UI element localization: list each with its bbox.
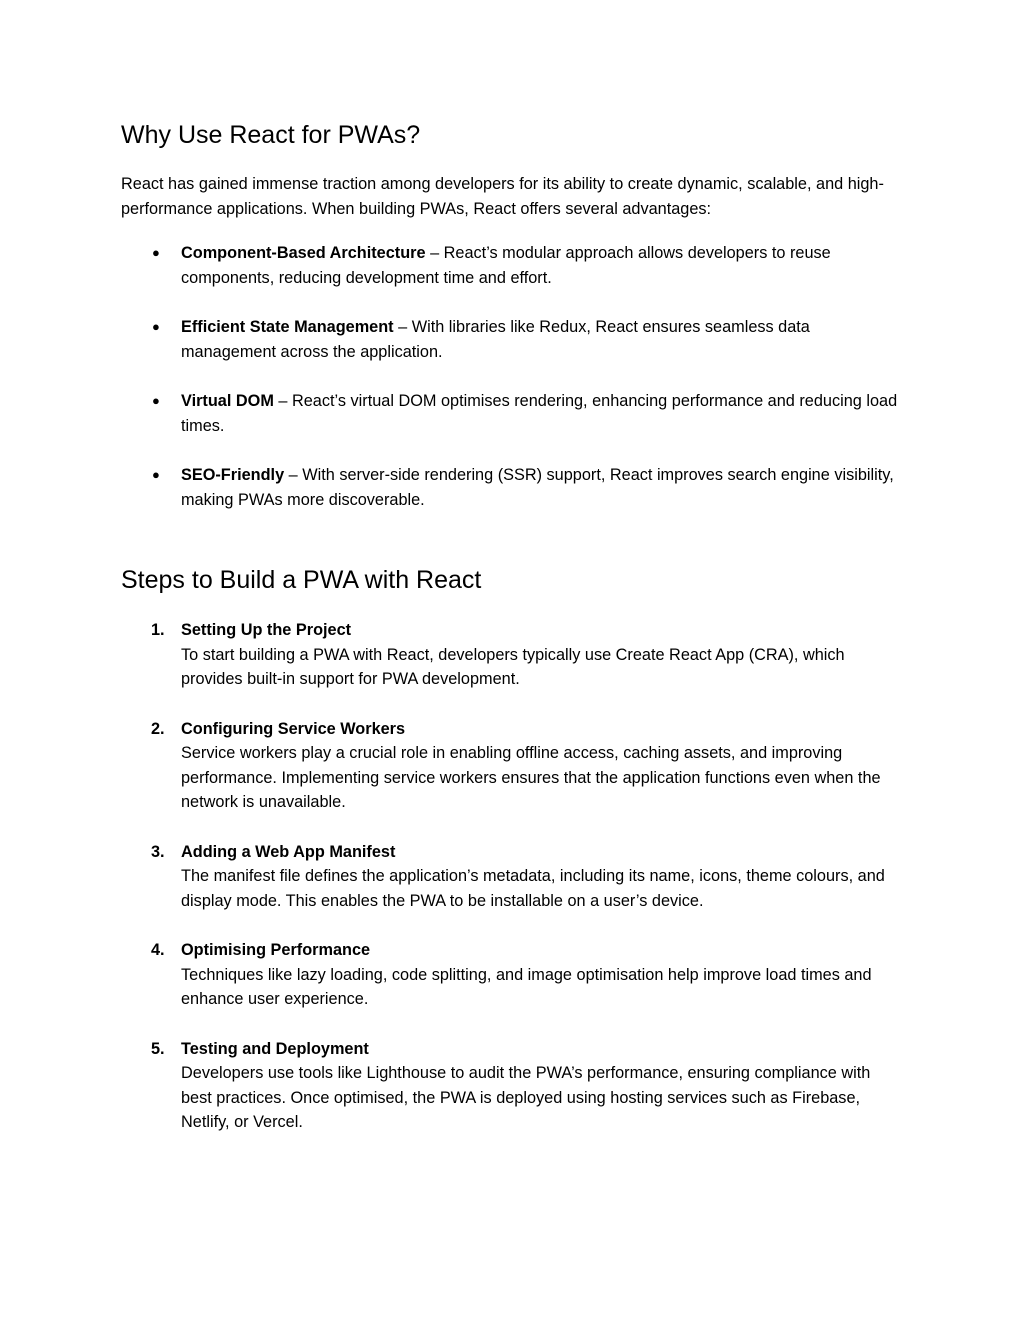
advantage-item — [121, 315, 901, 364]
advantage-text: – With server-side rendering (SSR) support, React improves search engine visibility, making PWAs more discoverable. — [181, 466, 894, 509]
advantage-text: – With libraries like Redux, React ensures seamless data management across the application. — [181, 318, 810, 361]
step-body: Techniques like lazy loading, code splitting, and image optimisation help improve load times and enhance user experience. — [181, 965, 872, 1008]
advantages-list — [121, 241, 901, 537]
step-body: The manifest file defines the application’s metadata, including its name, icons, theme colours, and display mode. This enables the PWA to be installable on a user’s device. — [181, 867, 885, 910]
step-number: 5. — [151, 1039, 165, 1058]
step-item — [121, 717, 901, 815]
step-body: Service workers play a crucial role in enabling offline access, caching assets, and improving performance. Implementing service workers ensures that the application functions even when the network is unavailable. — [181, 744, 881, 811]
step-title: Testing and Deployment — [181, 1039, 369, 1058]
bullet-icon: ● — [152, 467, 160, 482]
step-title: Optimising Performance — [181, 941, 371, 959]
steps-list — [121, 618, 901, 1160]
advantage-term: Virtual DOM — [181, 392, 274, 410]
step-item — [121, 1037, 901, 1135]
step-body: To start building a PWA with React, developers typically use Create React App (CRA), which provides built-in support for PWA development. — [181, 645, 845, 688]
section-heading-steps: Steps to Build a PWA with React — [121, 566, 482, 594]
advantage-item — [121, 241, 901, 290]
advantage-term: SEO-Friendly — [181, 466, 285, 484]
step-number: 2. — [151, 719, 165, 738]
step-title: Setting Up the Project — [181, 621, 352, 639]
section-heading-why-react: Why Use React for PWAs? — [121, 121, 421, 149]
advantage-term: Efficient State Management — [181, 318, 394, 336]
step-title: Configuring Service Workers — [181, 719, 406, 738]
advantage-text: – React’s modular approach allows developers to reuse components, reducing development time and effort. — [181, 244, 831, 287]
step-number: 1. — [151, 621, 165, 639]
advantage-text: – React’s virtual DOM optimises rendering, enhancing performance and reducing load times. — [181, 392, 898, 435]
advantage-item — [121, 389, 901, 438]
advantage-term: Component-Based Architecture — [181, 244, 426, 262]
advantage-item — [121, 463, 901, 512]
step-number: 4. — [151, 941, 165, 959]
bullet-icon: ● — [152, 319, 160, 334]
bullet-icon: ● — [152, 245, 160, 260]
step-body: Developers use tools like Lighthouse to audit the PWA’s performance, ensuring compliance with best practices. Once optimised, the PWA is deployed using hosting services such as Firebase, Netlify, or Vercel. — [181, 1064, 871, 1131]
step-item — [121, 840, 901, 914]
bullet-icon: ● — [152, 393, 160, 408]
step-number: 3. — [151, 842, 165, 861]
intro-paragraph: React has gained immense traction among developers for its ability to create dynamic, scalable, and high-performance applications. When building PWAs, React offers several advantages: — [121, 175, 884, 218]
step-item — [121, 938, 901, 1012]
step-title: Adding a Web App Manifest — [181, 842, 396, 861]
step-item — [121, 618, 901, 692]
